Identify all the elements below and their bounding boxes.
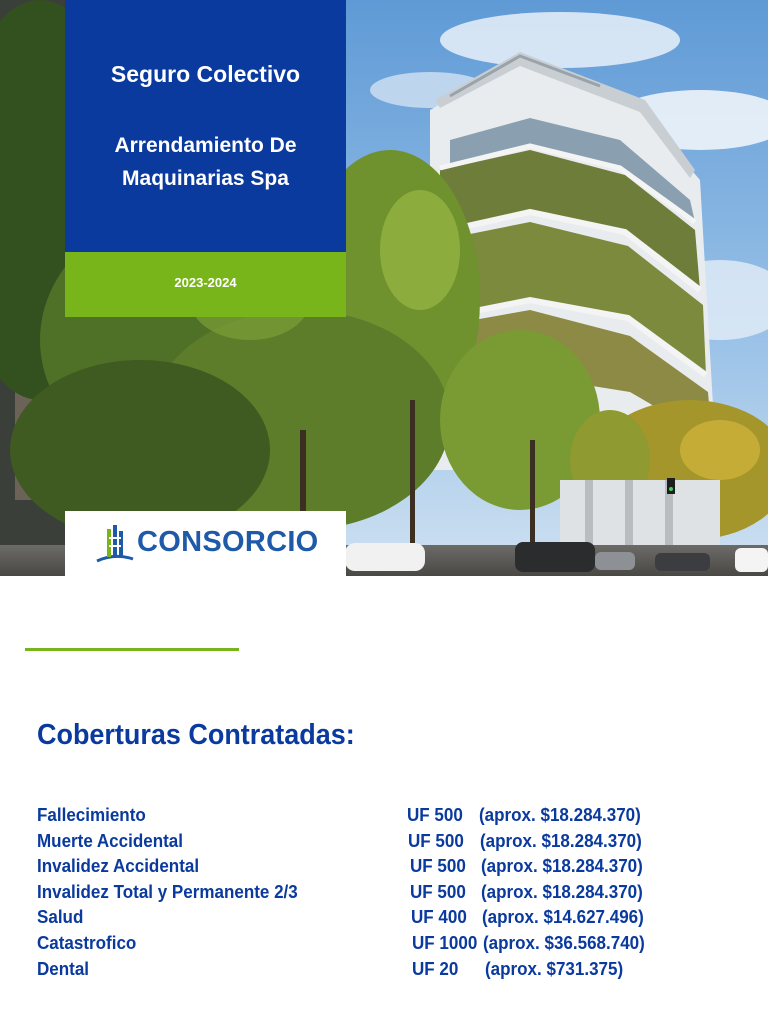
coverage-name: Catastrofico <box>37 932 137 953</box>
coverage-name: Fallecimiento <box>37 804 146 825</box>
coverage-row <box>0 932 768 958</box>
company-name-line-2: Maquinarias Spa <box>122 167 289 190</box>
coverage-uf: UF 1000 <box>412 932 478 953</box>
section-title: Coberturas Contratadas: <box>37 719 355 751</box>
period-panel <box>65 252 346 317</box>
company-name-line-1: Arrendamiento De <box>114 134 297 157</box>
coverage-approx-amount: (aprox. $36.568.740) <box>483 932 645 953</box>
coverage-approx-amount: (aprox. $18.284.370) <box>479 804 641 825</box>
period-label: 2023-2024 <box>174 275 237 290</box>
coverage-row <box>0 855 768 881</box>
company-name <box>65 129 346 195</box>
coverage-name: Muerte Accidental <box>37 830 183 851</box>
divider-line <box>25 648 239 651</box>
coverage-name: Invalidez Total y Permanente 2/3 <box>37 881 298 902</box>
coverage-uf: UF 500 <box>410 855 466 876</box>
coverage-approx-amount: (aprox. $18.284.370) <box>481 855 643 876</box>
coverage-approx-amount: (aprox. $18.284.370) <box>480 830 642 851</box>
coverage-row <box>0 906 768 932</box>
consorcio-logo-text: CONSORCIO <box>137 526 319 558</box>
coverage-name: Salud <box>37 906 84 927</box>
consorcio-logo <box>65 511 346 576</box>
coverage-approx-amount: (aprox. $14.627.496) <box>482 906 644 927</box>
coverage-row <box>0 830 768 856</box>
coverage-uf: UF 20 <box>412 958 459 979</box>
coverage-row <box>0 958 768 984</box>
cover-title: Seguro Colectivo <box>110 61 301 87</box>
coverage-uf: UF 500 <box>408 830 464 851</box>
coverage-uf: UF 500 <box>410 881 466 902</box>
coverage-name: Invalidez Accidental <box>37 855 200 876</box>
coverage-uf: UF 400 <box>411 906 467 927</box>
coverage-approx-amount: (aprox. $731.375) <box>485 958 624 979</box>
coverage-uf: UF 500 <box>407 804 463 825</box>
coverage-row <box>0 881 768 907</box>
coverage-row <box>0 804 768 830</box>
consorcio-logo-icon <box>95 523 135 565</box>
coverage-approx-amount: (aprox. $18.284.370) <box>481 881 643 902</box>
cover-title-panel <box>65 0 346 252</box>
coverage-name: Dental <box>37 958 90 979</box>
